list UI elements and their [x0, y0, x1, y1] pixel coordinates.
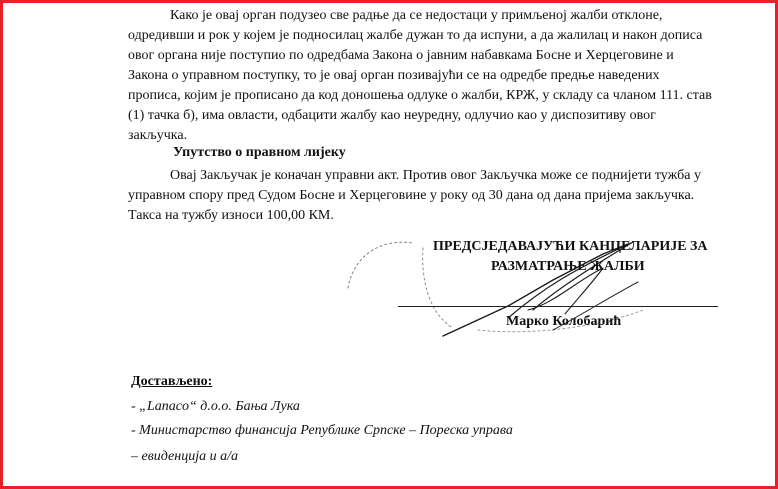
legal-remedy-paragraph: [128, 166, 718, 226]
signature-stroke: [348, 242, 413, 288]
paragraph-line: закључка.: [128, 128, 188, 143]
recipient-item: – евиденција и а/а: [131, 449, 238, 464]
delivered-heading: Достављено:: [131, 374, 213, 389]
paragraph-line: Како је овај орган подузео све радње да се недостаци у примљеној жалби отклоне,: [170, 8, 663, 23]
paragraph-line: одредивши и рок у којем је подносилац жалбе дужан то да испуни, а да жалилац и након дописа: [128, 28, 703, 43]
recipient-item: - „Lanaco“ д.о.о. Бања Лука: [131, 399, 300, 414]
paragraph-line: Закона о управном поступку, то је овај орган позивајући се на одредбе предње наведених: [128, 68, 660, 83]
signature-title: [433, 237, 723, 277]
signature-line: [398, 306, 718, 307]
signature-title-line: РАЗМАТРАЊЕ ЖАЛБИ: [491, 259, 645, 274]
signer-name: Марко Колобарић: [506, 314, 622, 329]
document-page: [3, 3, 775, 486]
signature-title-line: ПРЕДСЈЕДАВАЈУЋИ КАНЦЕЛАРИЈЕ ЗА: [433, 239, 708, 254]
recipient-item: - Министарство финансија Републике Српске – Пореска управа: [131, 423, 513, 438]
reasoning-paragraph: [128, 6, 718, 146]
paragraph-line: (1) тачка б), има овласти, одбацити жалбу као неуредну, одлучио као у диспозитиву овог: [128, 108, 656, 123]
legal-remedy-heading: Упутство о правном лијеку: [173, 145, 346, 160]
paragraph-line: прописа, којим је прописано да код доношења одлуке о жалби, КРЖ, у складу са чланом 111. став: [128, 88, 712, 103]
paragraph-line: овог органа није поступио по одредбама Закона о јавним набавкама Босне и Херцеговине и: [128, 48, 674, 63]
paragraph-line: Овај Закључак је коначан управни акт. Против овог Закључка може се поднијети тужба у: [170, 168, 701, 183]
paragraph-line: управном спору пред Судом Босне и Херцеговине у року од 30 дана од дана пријема закључка.: [128, 188, 695, 203]
paragraph-line: Такса на тужбу износи 100,00 КМ.: [128, 208, 334, 223]
